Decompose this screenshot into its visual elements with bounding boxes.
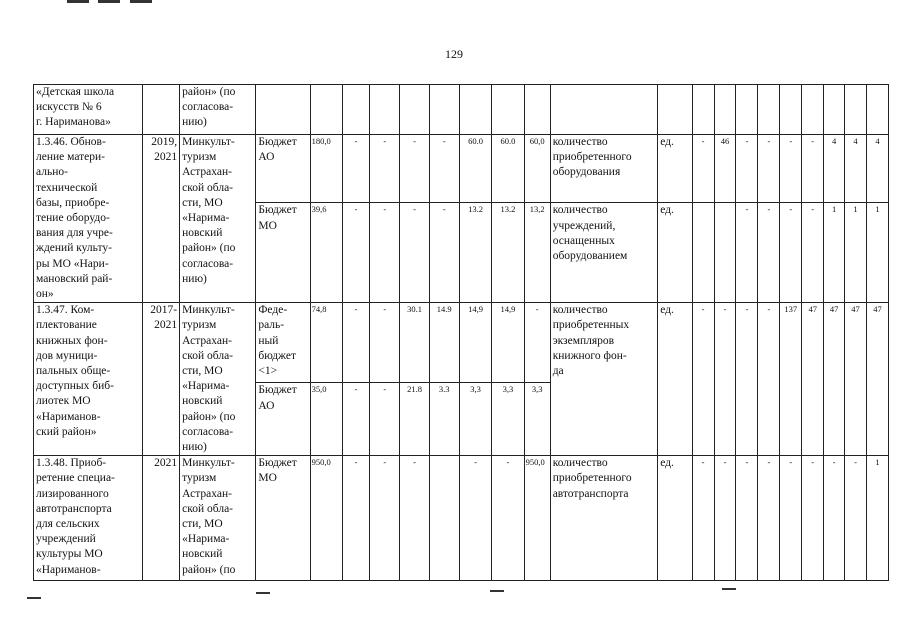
indicator-value-cell: -: [736, 303, 758, 456]
scan-artifact: [98, 0, 120, 3]
indicator-value-cell: 137: [780, 303, 802, 456]
indicator-value-cell: -: [758, 203, 780, 303]
executor-cell: Минкульт- туризм Астрахан- ской обла- сти, МО «Нарима- новский район» (по: [180, 456, 256, 581]
indicator-value-cell: 4: [866, 135, 888, 203]
funding-value-cell: 14,9: [492, 303, 524, 383]
unit-cell: ед.: [658, 203, 692, 303]
funding-value-cell: -: [342, 303, 369, 383]
indicator-value-cell: 47: [845, 303, 867, 456]
funding-value-cell: 14,9: [459, 303, 491, 383]
activity-name-cell: 1.3.47. Ком- плектование книжных фон- дов муници- пальных обще- доступных биб- лиотек МО «Нариманов- ский район»: [34, 303, 143, 456]
years-cell: 2019, 2021: [142, 135, 180, 303]
years-cell: 2021: [142, 456, 180, 581]
indicator-value-cell: 47: [802, 303, 824, 456]
indicator-value-cell: 47: [824, 303, 845, 456]
funding-source-cell: Феде- раль- ный бюджет <1>: [256, 303, 310, 383]
funding-value-cell: -: [370, 135, 400, 203]
funding-total-cell: 35,0: [310, 383, 342, 456]
funding-value-cell: 14.9: [429, 303, 459, 383]
funding-value-cell: 13.2: [492, 203, 524, 303]
indicator-value-cell: 46: [714, 135, 736, 203]
funding-value-cell: 60.0: [492, 135, 524, 203]
scan-artifact: [256, 592, 270, 594]
indicator-value-cell: 4: [845, 135, 867, 203]
indicator-value-cell: -: [736, 135, 758, 203]
indicator-value-cell: -: [780, 135, 802, 203]
funding-value-cell: 3,3: [459, 383, 491, 456]
indicator-value-cell: [692, 203, 714, 303]
funding-source-cell: Бюджет АО: [256, 135, 310, 203]
indicator-value-cell: 1: [845, 203, 867, 303]
funding-value-cell: 3.3: [429, 383, 459, 456]
funding-value-cell: 21.8: [400, 383, 429, 456]
funding-value-cell: 3,3: [492, 383, 524, 456]
scan-artifact: [722, 588, 736, 590]
indicator-value-cell: -: [758, 456, 780, 581]
scan-artifact: [67, 0, 89, 3]
indicator-value-cell: 1: [824, 203, 845, 303]
indicator-value-cell: [714, 203, 736, 303]
funding-source-cell: Бюджет МО: [256, 203, 310, 303]
table-row: [34, 456, 889, 581]
funding-value-cell: -: [342, 456, 369, 581]
indicator-value-cell: -: [736, 203, 758, 303]
funding-value-cell: -: [370, 303, 400, 383]
funding-value-cell: -: [370, 383, 400, 456]
table-row: [34, 135, 889, 203]
indicator-value-cell: -: [692, 135, 714, 203]
indicator-value-cell: -: [714, 303, 736, 456]
funding-value-cell: -: [400, 135, 429, 203]
funding-value-cell: 60,0: [524, 135, 550, 203]
executor-cell: район» (по согласова- нию): [180, 85, 256, 135]
funding-value-cell: -: [400, 456, 429, 581]
indicator-value-cell: -: [758, 303, 780, 456]
funding-total-cell: 180,0: [310, 135, 342, 203]
indicator-value-cell: -: [824, 456, 845, 581]
indicator-name-cell: количество приобретенного оборудования: [550, 135, 658, 203]
indicator-value-cell: -: [845, 456, 867, 581]
scan-artifact: [27, 597, 41, 599]
table-row: [34, 303, 889, 383]
funding-value-cell: -: [429, 135, 459, 203]
funding-value-cell: -: [524, 303, 550, 383]
indicator-value-cell: -: [780, 203, 802, 303]
indicator-value-cell: 1: [866, 203, 888, 303]
funding-total-cell: 74,8: [310, 303, 342, 383]
funding-value-cell: 60.0: [459, 135, 491, 203]
indicator-value-cell: -: [802, 203, 824, 303]
funding-value-cell: -: [342, 135, 369, 203]
funding-value-cell: -: [429, 203, 459, 303]
funding-value-cell: -: [370, 456, 400, 581]
funding-value-cell: -: [400, 203, 429, 303]
scan-artifact: [490, 590, 504, 592]
activity-name-cell: «Детская школа искусств № 6 г. Нариманова»: [34, 85, 143, 135]
unit-cell: ед.: [658, 135, 692, 203]
funding-source-cell: Бюджет МО: [256, 456, 310, 581]
activity-name-cell: 1.3.46. Обнов- ление матери- ально- технической базы, приобре- тение оборудо- вания для учре- ждений культу- ры МО «Нари- мановский рай- он»: [34, 135, 143, 303]
page-number: 129: [445, 47, 463, 61]
funding-value-cell: -: [342, 383, 369, 456]
funding-value-cell: 950,0: [524, 456, 550, 581]
indicator-value-cell: -: [780, 456, 802, 581]
funding-value-cell: -: [370, 203, 400, 303]
indicator-name-cell: количество приобретенного автотранспорта: [550, 456, 658, 581]
funding-value-cell: 3,3: [524, 383, 550, 456]
executor-cell: Минкульт- туризм Астрахан- ской обла- сти, МО «Нарима- новский район» (по согласова- нию): [180, 135, 256, 303]
funding-source-cell: Бюджет АО: [256, 383, 310, 456]
program-table: [33, 84, 889, 581]
unit-cell: ед.: [658, 303, 692, 456]
indicator-value-cell: -: [802, 135, 824, 203]
funding-value-cell: -: [492, 456, 524, 581]
indicator-value-cell: -: [802, 456, 824, 581]
executor-cell: Минкульт- туризм Астрахан- ской обла- сти, МО «Нарима- новский район» (по согласова- нию): [180, 303, 256, 456]
indicator-value-cell: -: [714, 456, 736, 581]
funding-total-cell: 39,6: [310, 203, 342, 303]
funding-total-cell: 950,0: [310, 456, 342, 581]
indicator-value-cell: -: [758, 135, 780, 203]
unit-cell: ед.: [658, 456, 692, 581]
years-cell: 2017- 2021: [142, 303, 180, 456]
funding-value-cell: 13,2: [524, 203, 550, 303]
indicator-value-cell: -: [692, 303, 714, 456]
indicator-value-cell: 47: [866, 303, 888, 456]
funding-value-cell: 13.2: [459, 203, 491, 303]
indicator-value-cell: -: [692, 456, 714, 581]
funding-value-cell: -: [459, 456, 491, 581]
activity-name-cell: 1.3.48. Приоб- ретение специа- лизированного автотранспорта для сельских учреждений культуры МО «Нариманов-: [34, 456, 143, 581]
funding-value-cell: -: [342, 203, 369, 303]
indicator-value-cell: -: [736, 456, 758, 581]
indicator-name-cell: количество приобретенных экземпляров книжного фон- да: [550, 303, 658, 456]
indicator-name-cell: количество учреждений, оснащенных оборудованием: [550, 203, 658, 303]
funding-value-cell: [429, 456, 459, 581]
funding-value-cell: 30.1: [400, 303, 429, 383]
indicator-value-cell: 1: [866, 456, 888, 581]
indicator-value-cell: 4: [824, 135, 845, 203]
scan-artifact: [130, 0, 152, 3]
table-row-continuation: [34, 85, 889, 135]
